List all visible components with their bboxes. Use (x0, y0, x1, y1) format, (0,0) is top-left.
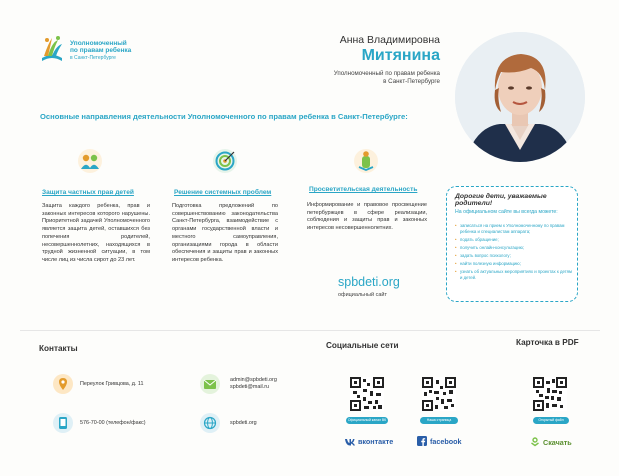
contact-phone[interactable]: 576-70-00 (телефон/факс) (80, 420, 146, 426)
website-link[interactable]: spbdeti.org (338, 275, 400, 289)
pdf-download-label: Скачать (543, 437, 572, 447)
facebook-link-label: facebook (430, 436, 462, 446)
contacts-title: Контакты (39, 344, 78, 353)
logo-emblem-icon (38, 34, 66, 64)
list-item: • узнать об актуальных мероприятиях и проектах к детям и детей. (455, 269, 575, 280)
location-pin-icon (53, 374, 73, 394)
kids-info-box (446, 186, 578, 302)
section-divider (20, 330, 600, 331)
person-block (290, 34, 440, 86)
contact-email-2[interactable]: spbdeti@mail.ru (230, 384, 270, 391)
education-icon (353, 148, 379, 174)
list-item: • задать вопрос психологу; (455, 253, 575, 259)
vk-icon (345, 438, 355, 446)
list-item: • подать обращение; (455, 237, 575, 243)
children-icon (77, 148, 103, 174)
person-role-line-1: Уполномоченный по правам ребенка (333, 70, 440, 77)
facebook-link[interactable] (417, 436, 462, 446)
person-role-line-2: в Санкт-Петербурге (383, 77, 440, 85)
logo-line-3: в Санкт-Петербурге (70, 54, 116, 61)
social-title: Социальные сети (326, 341, 399, 350)
kids-box-list (455, 223, 575, 283)
kids-box-subtitle: На официальном сайте вы всегда можете: (455, 209, 558, 215)
website-caption: официальный сайт (338, 292, 388, 298)
direction-3-title: Просветительская деятельность (309, 186, 418, 193)
list-item: • получить онлайн-консультацию; (455, 245, 575, 251)
kids-box-title: Дорогие дети, уважаемые родители! (455, 193, 547, 207)
portrait-photo (455, 32, 585, 162)
contact-address: Переулок Гривцова, д. 11 (80, 381, 144, 387)
vk-link[interactable] (345, 437, 393, 446)
vk-link-label: вконтакте (358, 437, 394, 446)
direction-1-title: Защита частных прав детей (42, 189, 134, 196)
logo-line-1: Уполномоченный (70, 40, 127, 47)
contact-emails (230, 377, 277, 392)
globe-icon (200, 413, 220, 433)
email-icon (200, 374, 220, 394)
person-first-name: Анна Владимировна (339, 34, 440, 46)
person-role (290, 70, 440, 86)
pdf-title: Карточка в PDF (516, 338, 579, 347)
ombudsman-logo (38, 34, 131, 64)
contact-website[interactable]: spbdeti.org (230, 420, 257, 426)
pdf-download-link[interactable] (530, 437, 572, 447)
direction-1-text: Защита каждого ребенка, прав и законных интересов которого нарушены. Приоритетной задачей Уполномоченного является защита детей, оставшихся без попечения родителей, несовершеннолетних, находящихся в трудной жизненной ситуации, в том числе лиц из числа сирот до 23 лет. (42, 203, 150, 264)
person-last-name: Митянина (361, 47, 440, 64)
contact-email-1[interactable]: admin@spbdeti.org (230, 377, 277, 383)
list-item: • найти полезную информацию; (455, 261, 575, 267)
direction-2-text: Подготовка предложений по совершенствованию законодательства Санкт-Петербурга, взаимодействие с органами государственной власти и местного самоуправления, организациями города в области обеспечения и защиты прав и законных интересов ребенка. (172, 203, 278, 264)
vk-qr-label: Официальный канал ВК (347, 418, 387, 422)
download-icon (530, 437, 540, 447)
facebook-qr-label: Наша страница (420, 417, 458, 424)
vk-qr-code (350, 377, 384, 411)
facebook-qr-code (422, 377, 456, 411)
pdf-qr-code (533, 377, 567, 411)
target-icon (212, 148, 238, 174)
pdf-qr-label: Открытый файл (533, 417, 569, 424)
directions-headline: Основные направления деятельности Уполномоченного по правам ребенка в Санкт-Петербурге: (40, 112, 408, 121)
logo-line-2: по правам ребенка (70, 46, 132, 54)
direction-2-title: Решение системных проблем (174, 189, 272, 196)
direction-3-text: Информирование и правовое просвещение петербуржцев в сфере реализации, соблюдения и защиты прав и законных интересов несовершеннолетних. (307, 202, 427, 232)
list-item: • записаться на прием к Уполномоченному по правам ребенка и специалистам аппарата; (455, 223, 575, 234)
phone-icon (53, 413, 73, 433)
facebook-icon (417, 436, 427, 446)
